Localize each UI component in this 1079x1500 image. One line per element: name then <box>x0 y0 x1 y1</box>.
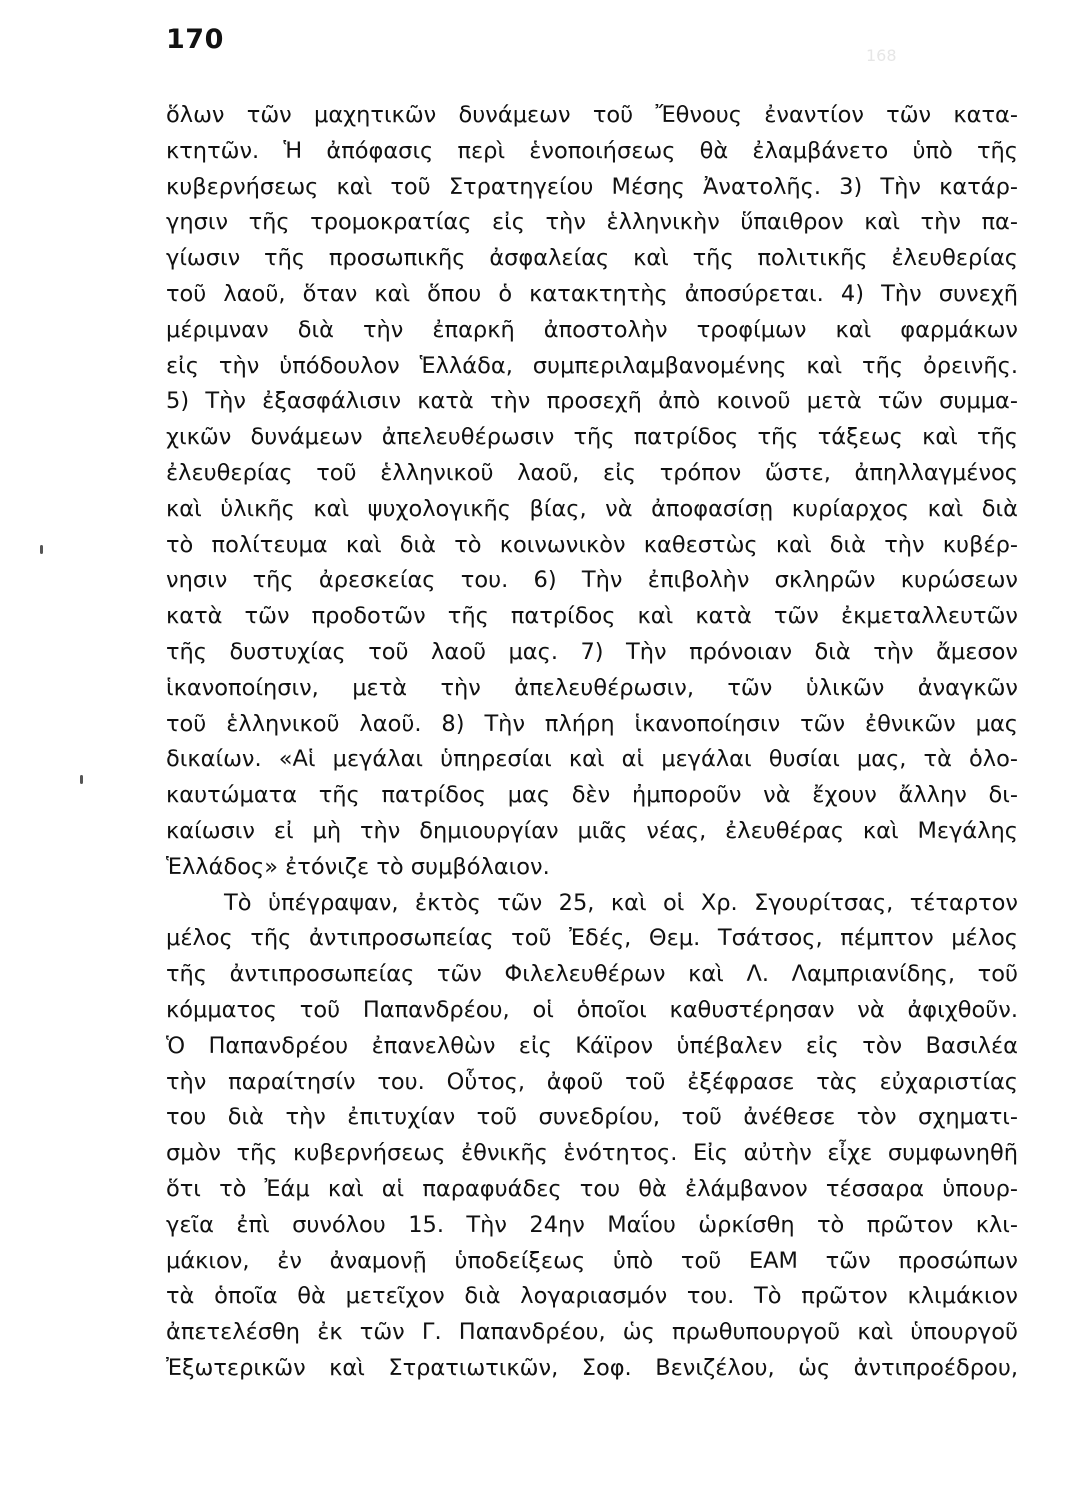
text-line: ἱκανοποίησιν, μετὰ τὴν ἀπελευθέρωσιν, τῶν ὑλικῶν ἀναγκῶν <box>166 674 1018 701</box>
text-line: τοῦ λαοῦ, ὅταν καὶ ὅπου ὁ κατακτητὴς ἀποσύρεται. 4) Τὴν συνεχῆ <box>166 280 1018 307</box>
text-line: δικαίων. «Αἱ μεγάλαι ὑπηρεσίαι καὶ αἱ μεγάλαι θυσίαι μας, τὰ ὁλο- <box>166 746 1018 773</box>
paragraph-end-line: Ἑλλάδος» ἐτόνιζε τὸ συμβόλαιον. <box>166 853 550 880</box>
text-line: τῆς δυστυχίας τοῦ λαοῦ μας. 7) Τὴν πρόνοιαν διὰ τὴν ἄμεσον <box>166 638 1018 665</box>
stray-ink-mark <box>80 775 83 784</box>
text-line: καυτώματα τῆς πατρίδος μας δὲν ἠμποροῦν νὰ ἔχουν ἄλλην δι- <box>166 782 1018 809</box>
text-line: χικῶν δυνάμεων ἀπελευθέρωσιν τῆς πατρίδος τῆς τάξεως καὶ τῆς <box>166 424 1018 451</box>
text-line: κόμματος τοῦ Παπανδρέου, οἱ ὁποῖοι καθυστέρησαν νὰ ἀφιχθοῦν. <box>166 996 1018 1023</box>
text-line: νησιν τῆς ἀρεσκείας του. 6) Τὴν ἐπιβολὴν σκληρῶν κυρώσεων <box>166 567 1018 594</box>
text-line: τοῦ ἑλληνικοῦ λαοῦ. 8) Τὴν πλήρη ἱκανοποίησιν τῶν ἐθνικῶν μας <box>166 710 1018 737</box>
page-number: 170 <box>166 24 224 55</box>
text-line: κτητῶν. Ἡ ἀπόφασις περὶ ἑνοποιήσεως θὰ ἐλαμβάνετο ὑπὸ τῆς <box>166 137 1018 164</box>
text-line: του διὰ τὴν ἐπιτυχίαν τοῦ συνεδρίου, τοῦ ἀνέθεσε τὸν σχηματι- <box>166 1104 1018 1131</box>
text-line: μάκιον, ἐν ἀναμονῇ ὑποδείξεως ὑπὸ τοῦ ΕΑΜ τῶν προσώπων <box>166 1247 1018 1274</box>
text-line: καίωσιν εἰ μὴ τὴν δημιουργίαν μιᾶς νέας, ἐλευθέρας καὶ Μεγάλης <box>166 817 1018 844</box>
stray-ink-mark <box>40 545 43 554</box>
text-line: τὰ ὁποῖα θὰ μετεῖχον διὰ λογαριασμόν του. Τὸ πρῶτον κλιμάκιον <box>166 1283 1018 1310</box>
text-line: γίωσιν τῆς προσωπικῆς ἀσφαλείας καὶ τῆς πολιτικῆς ἐλευθερίας <box>166 245 1018 272</box>
text-line: ὅτι τὸ Ἐάμ καὶ αἱ παραφυάδες του θὰ ἐλάμβανον τέσσαρα ὑπουρ- <box>166 1175 1018 1202</box>
text-line: μέλος τῆς ἀντιπροσωπείας τοῦ Ἐδές, Θεμ. Τσάτσος, πέμπτον μέλος <box>166 925 1018 952</box>
text-line: σμὸν τῆς κυβερνήσεως ἐθνικῆς ἑνότητος. Εἰς αὐτὴν εἶχε συμφωνηθῆ <box>166 1140 1018 1167</box>
text-line: Ὁ Παπανδρέου ἐπανελθὼν εἰς Κάϊρον ὑπέβαλεν εἰς τὸν Βασιλέα <box>166 1032 1018 1059</box>
body-text <box>166 98 1018 1387</box>
text-line: καὶ ὑλικῆς καὶ ψυχολογικῆς βίας, νὰ ἀποφασίσῃ κυρίαρχος καὶ διὰ <box>166 495 1018 522</box>
text-line: γησιν τῆς τρομοκρατίας εἰς τὴν ἑλληνικὴν ὕπαιθρον καὶ τὴν πα- <box>166 209 1018 236</box>
text-line: ὅλων τῶν μαχητικῶν δυνάμεων τοῦ Ἔθνους ἐναντίον τῶν κατα- <box>166 102 1018 128</box>
text-line: μέριμναν διὰ τὴν ἐπαρκῆ ἀποστολὴν τροφίμων καὶ φαρμάκων <box>166 316 1018 343</box>
text-line: τὸ πολίτευμα καὶ διὰ τὸ κοινωνικὸν καθεστὼς καὶ διὰ τὴν κυβέρ- <box>166 531 1018 558</box>
text-line: γεῖα ἐπὶ συνόλου 15. Τὴν 24ην Μαΐου ὡρκίσθη τὸ πρῶτον κλι- <box>166 1211 1018 1238</box>
text-line: ἐλευθερίας τοῦ ἑλληνικοῦ λαοῦ, εἰς τρόπον ὥστε, ἀπηλλαγμένος <box>166 459 1018 486</box>
text-line: εἰς τὴν ὑπόδουλον Ἑλλάδα, συμπεριλαμβανομένης καὶ τῆς ὀρεινῆς. <box>166 352 1018 379</box>
text-line: τὴν παραίτησίν του. Οὗτος, ἀφοῦ τοῦ ἐξέφρασε τὰς εὐχαριστίας <box>166 1068 1018 1095</box>
text-line: Ἐξωτερικῶν καὶ Στρατιωτικῶν, Σοφ. Βενιζέλου, ὡς ἀντιπροέδρου, <box>166 1354 1018 1381</box>
paragraph-first-line: Τὸ ὑπέγραψαν, ἐκτὸς τῶν 25, καὶ οἱ Χρ. Σγουρίτσας, τέταρτον <box>224 889 1018 916</box>
text-line: ἀπετελέσθη ἐκ τῶν Γ. Παπανδρέου, ὡς πρωθυπουργοῦ καὶ ὑπουργοῦ <box>166 1319 1018 1346</box>
text-line: τῆς ἀντιπροσωπείας τῶν Φιλελευθέρων καὶ Λ. Λαμπριανίδης, τοῦ <box>166 961 1018 988</box>
text-line: 5) Τὴν ἐξασφάλισιν κατὰ τὴν προσεχῆ ἀπὸ κοινοῦ μετὰ τῶν συμμα- <box>166 388 1018 415</box>
text-line: κατὰ τῶν προδοτῶν τῆς πατρίδος καὶ κατὰ τῶν ἐκμεταλλευτῶν <box>166 603 1018 630</box>
bleed-through-page-number: 168 <box>866 46 897 65</box>
text-line: κυβερνήσεως καὶ τοῦ Στρατηγείου Μέσης Ἀνατολῆς. 3) Τὴν κατάρ- <box>166 173 1018 200</box>
